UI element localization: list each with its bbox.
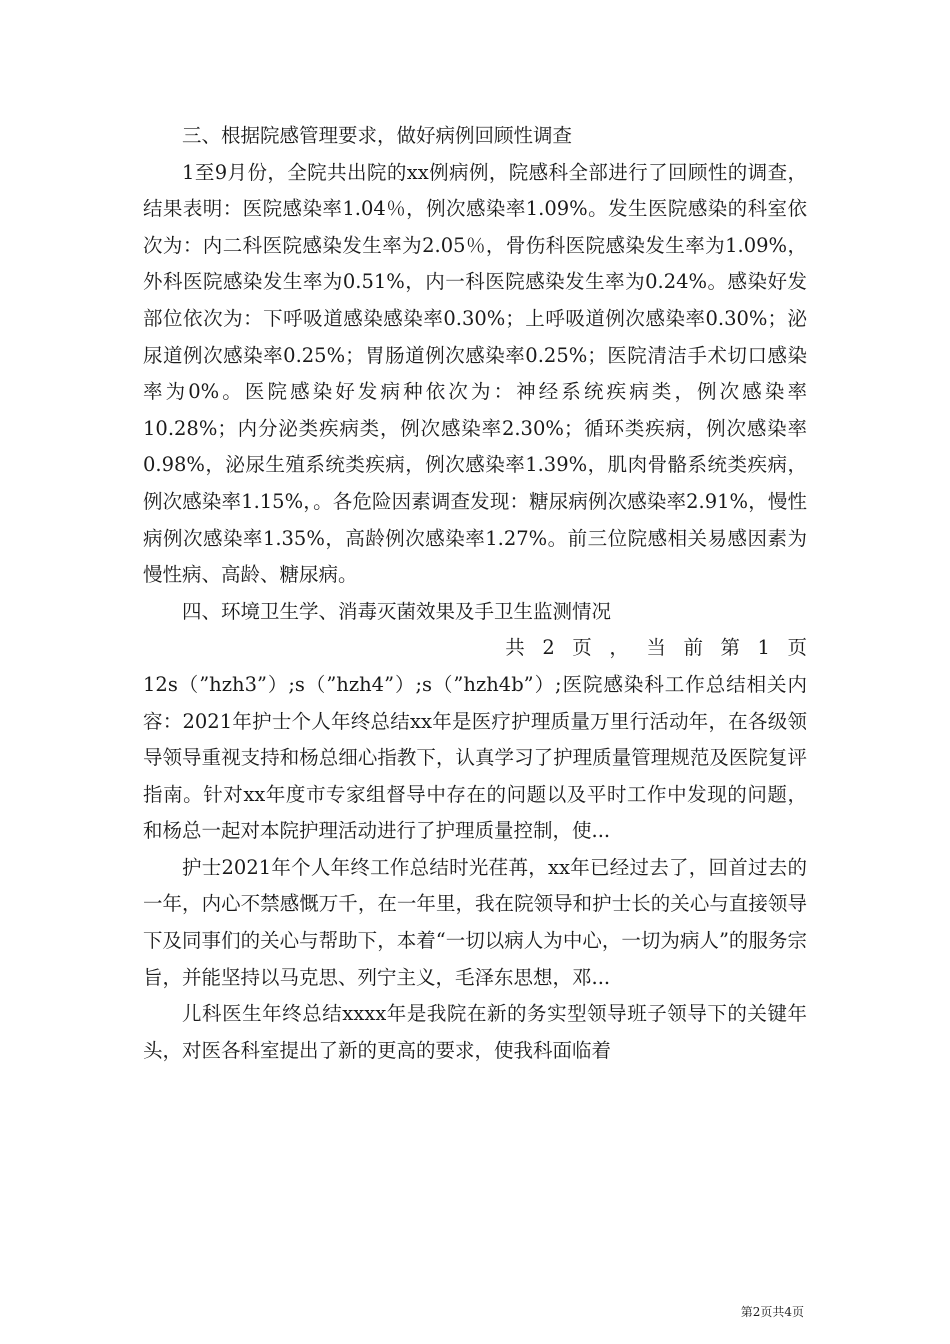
- paragraph-nurse-summary: 护士2021年个人年终工作总结时光荏苒，xx年已经过去了，回首过去的一年，内心不禁感慨万千，在一年里，我在院领导和护士长的关心与直接领导下及同事们的关心与帮助下，本着“一切以病人为中心，一切为病人”的服务宗旨，并能坚持以马克思、列宁主义，毛泽东思想，邓...: [143, 855, 807, 989]
- page-marker: 共2页，当前第1页: [505, 636, 825, 660]
- paragraph-pediatric-summary: 儿科医生年终总结xxxx年是我院在新的务实型领导班子领导下的关键年头，对医各科室提出了新的更高的要求，使我科面临着: [143, 1002, 807, 1062]
- paragraph-related-content: 12s（”hzh3”）;s（”hzh4”）;s（”hzh4b”）;医院感染科工作总结相关内容：2021年护士个人年终总结xx年是医疗护理质量万里行活动年，在各级领导领导重视支持和杨总细心指教下，认真学习了护理质量管理规范及医院复评指南。针对xx年度市专家组督导中存在的问题以及平时工作中发现的问题，和杨总一起对本院护理活动进行了护理质量控制，使...: [143, 672, 807, 843]
- paragraph-survey-results: 1至9月份，全院共出院的xx例病例，院感科全部进行了回顾性的调查，结果表明：医院感染率1.04％，例次感染率1.09%。发生医院感染的科室依次为：内二科医院感染发生率为2.05％，骨伤科医院感染发生率为1.09%，外科医院感染发生率为0.51%，内一科医院感染发生率为0.24%。感染好发部位依次为：下呼吸道感染感染率0.30%；上呼吸道例次感染率0.30%；泌尿道例次感染率0.25%；胃肠道例次感染率0.25%；医院清洁手术切口感染率为0%。医院感染好发病种依次为：神经系统疾病类，例次感染率10.28%；内分泌类疾病类，例次感染率2.30%；循环类疾病，例次感染率0.98%，泌尿生殖系统类疾病，例次感染率1.39%，肌肉骨骼系统类疾病，例次感染率1.15%，。各危险因素调查发现：糖尿病例次感染率2.91%，慢性病例次感染率1.35%，高龄例次感染率1.27%。前三位院感相关易感因素为慢性病、高龄、糖尿病。: [143, 160, 807, 587]
- document-body: [143, 118, 825, 1069]
- page-footer: 第2页共4页: [740, 1305, 804, 1319]
- section-heading-3: 三、根据院感管理要求，做好病例回顾性调查: [182, 124, 573, 147]
- section-heading-4: 四、环境卫生学、消毒灭菌效果及手卫生监测情况: [182, 599, 612, 623]
